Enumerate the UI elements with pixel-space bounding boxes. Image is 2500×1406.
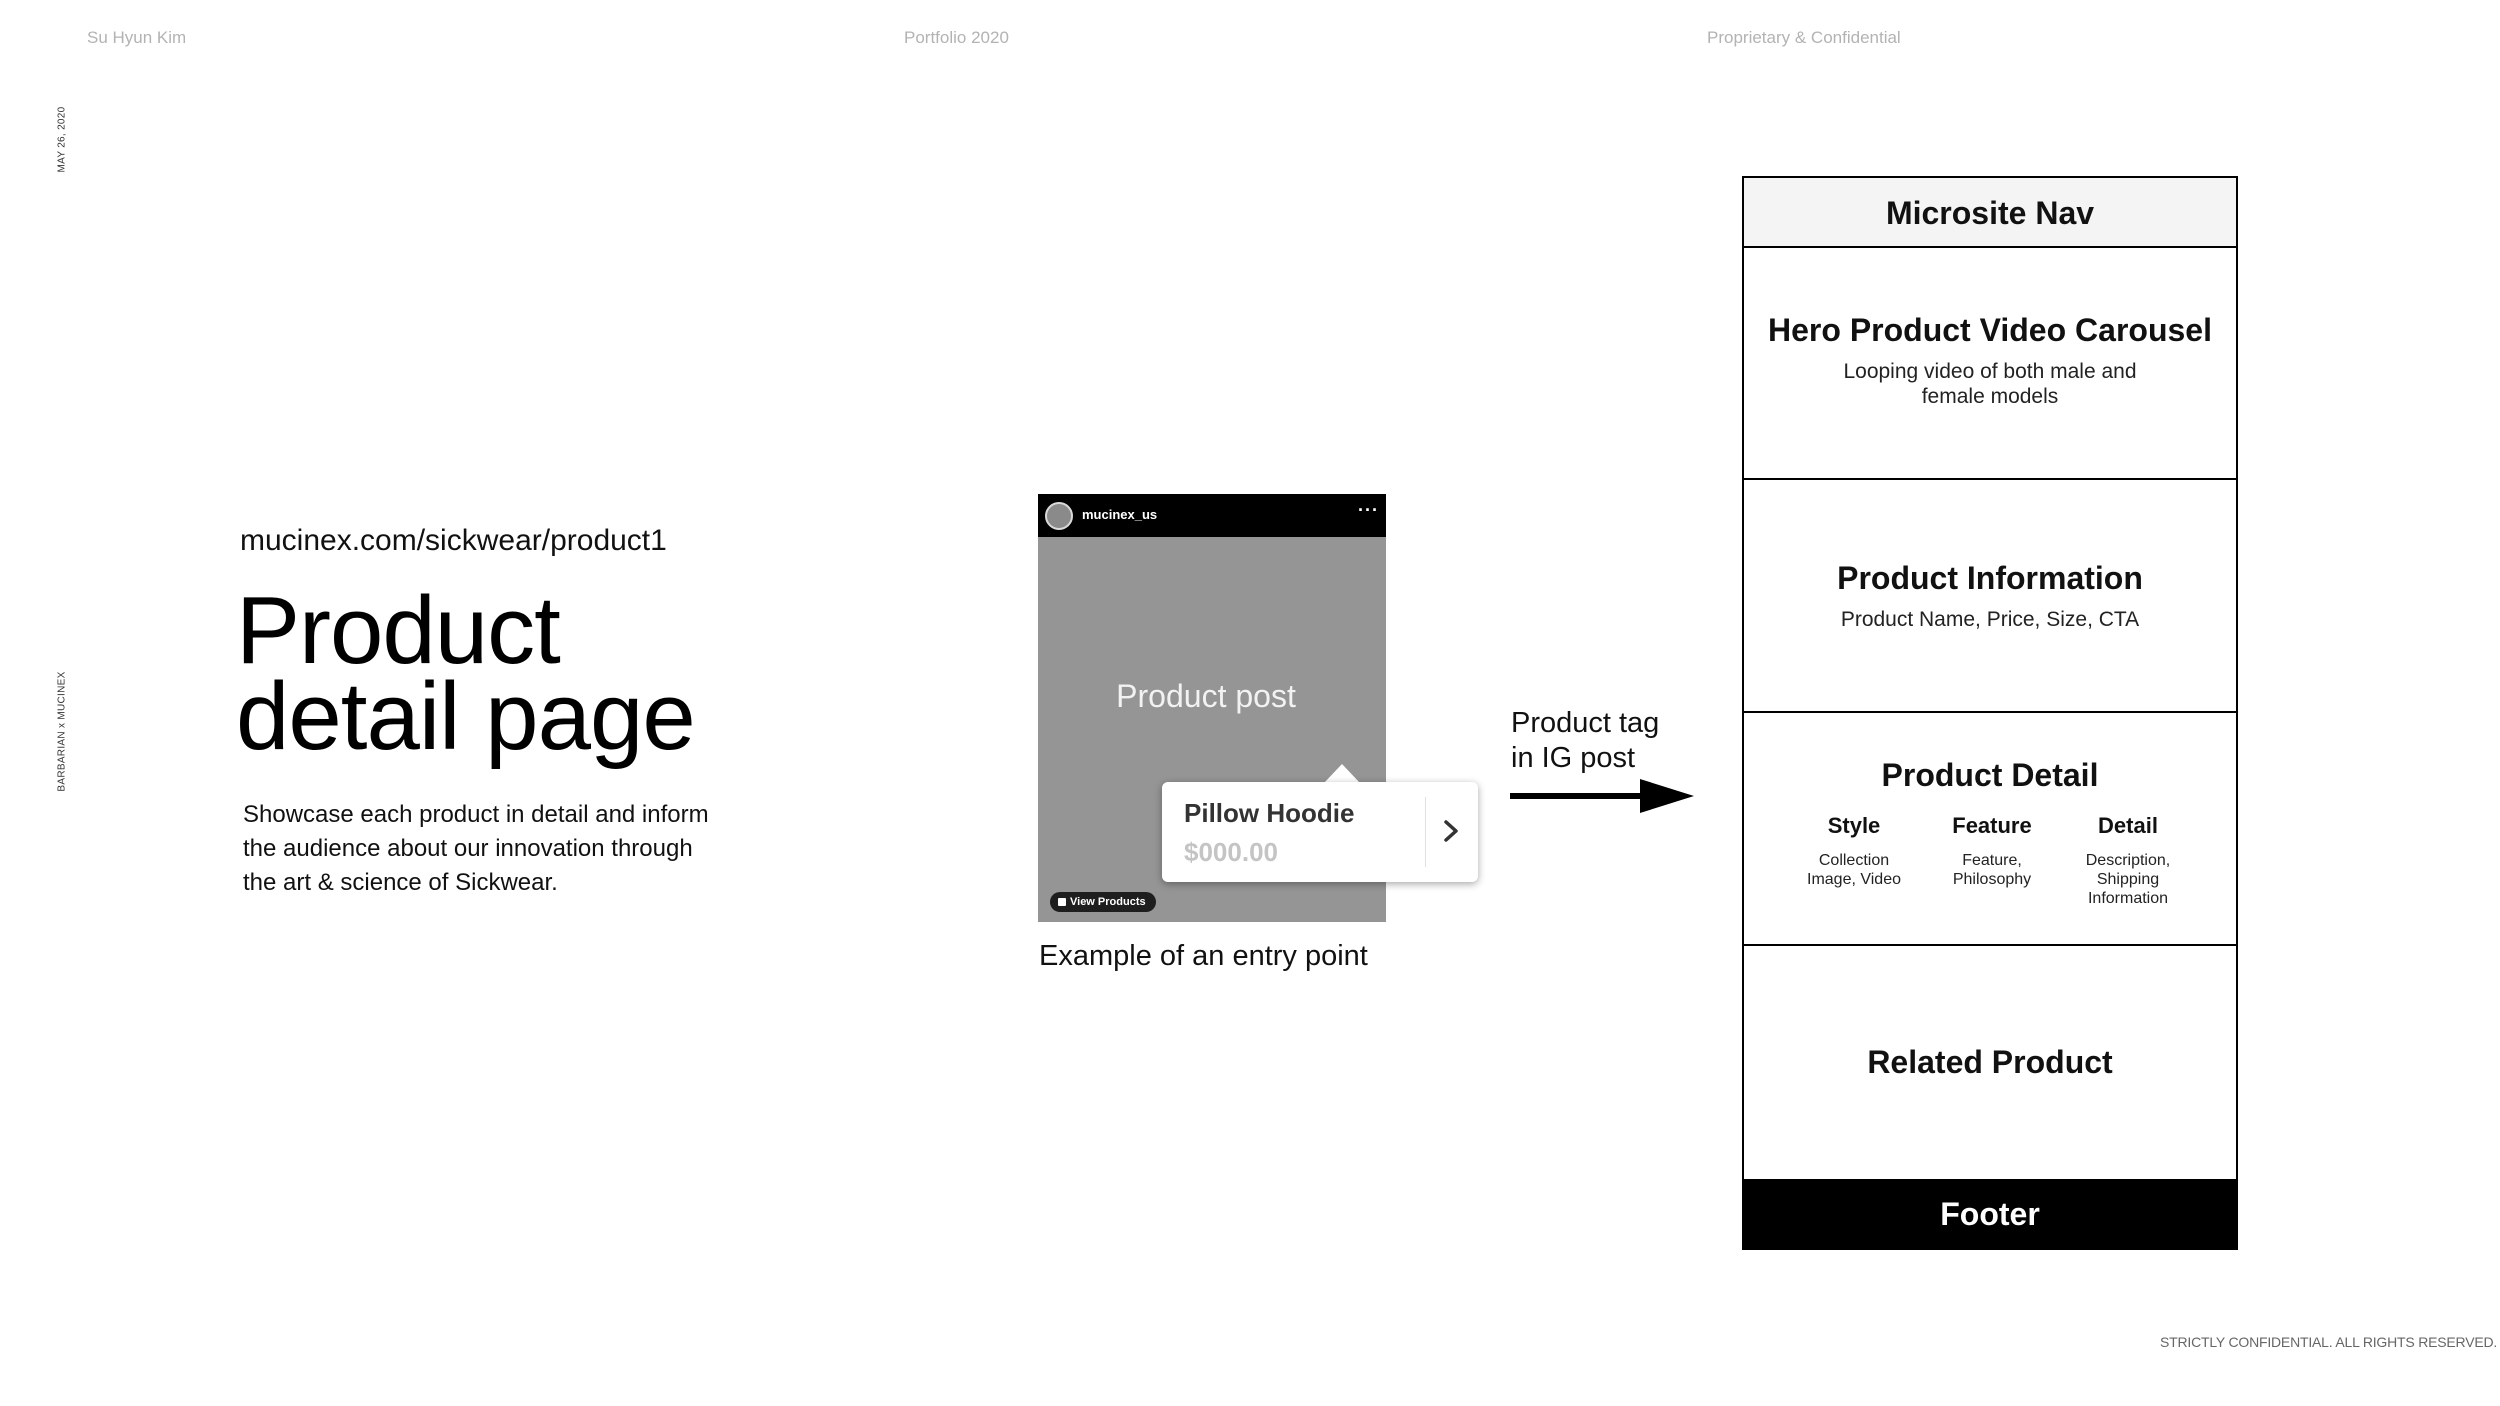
detail-line: Feature, — [1962, 852, 2022, 869]
arrow-label-line: in IG post — [1511, 742, 1636, 774]
subtitle-line: female models — [1921, 385, 2059, 408]
header-author: Su Hyun Kim — [87, 28, 187, 47]
side-date-label: MAY 26, 2020 — [56, 106, 68, 173]
detail-column-heading: Feature — [1952, 813, 2032, 838]
section-microsite-nav — [1744, 178, 2236, 248]
detail-line: Information — [2087, 890, 2169, 907]
post-placeholder-label: Product post — [1116, 678, 1296, 714]
view-products-button[interactable] — [1050, 892, 1156, 912]
page-title-line: Product — [236, 577, 560, 684]
section-product-detail — [1744, 713, 2236, 946]
section-title: Microsite Nav — [1885, 195, 2095, 231]
section-product-information — [1744, 480, 2236, 713]
section-title: Hero Product Video Carousel — [1768, 312, 2212, 348]
detail-column-detail — [2058, 813, 2198, 908]
header-portfolio: Portfolio 2020 — [904, 28, 1009, 47]
product-tag-name: Pillow Hoodie — [1184, 798, 1355, 828]
right-arrow-icon — [1510, 776, 1694, 816]
page-url: mucinex.com/sickwear/product1 — [240, 524, 667, 557]
product-tag-price: $000.00 — [1184, 837, 1278, 867]
section-title: Footer — [1940, 1196, 2040, 1232]
entry-point-caption: Example of an entry point — [1039, 940, 1368, 972]
detail-line: Image, Video — [1807, 871, 1901, 888]
detail-column-style — [1784, 813, 1924, 889]
subtitle-line: Product Name, Price, Size, CTA — [1840, 608, 2140, 631]
description-line: the art & science of Sickwear. — [243, 869, 558, 896]
detail-line: Collection — [1818, 852, 1890, 869]
section-related-product — [1744, 946, 2236, 1179]
arrow-label — [1511, 706, 1659, 776]
detail-line: Description, — [2085, 852, 2171, 869]
description-line: the audience about our innovation through — [243, 835, 693, 862]
header-confidential: Proprietary & Confidential — [1707, 28, 1901, 47]
detail-column-feature — [1922, 813, 2062, 889]
avatar[interactable] — [1045, 502, 1073, 530]
divider — [1425, 797, 1426, 867]
section-title: Product Information — [1837, 560, 2143, 596]
sitemap-wireframe — [1742, 176, 2238, 1250]
section-hero-carousel — [1744, 248, 2236, 480]
detail-columns — [1744, 813, 2236, 933]
detail-column-text — [2058, 851, 2198, 908]
section-subtitle — [1744, 359, 2236, 409]
section-title: Product Detail — [1881, 757, 2099, 793]
arrow-label-line: Product tag — [1511, 707, 1660, 739]
more-dots-icon[interactable]: ··· — [1358, 500, 1379, 520]
tag-pointer — [1324, 764, 1360, 783]
page-title-line: detail page — [236, 663, 695, 770]
chevron-right-icon[interactable] — [1440, 816, 1462, 846]
post-header-bar — [1038, 494, 1386, 537]
subtitle-line: Looping video of both male and — [1843, 360, 2137, 383]
side-brand-label: BARBARIAN x MUCINEX — [56, 671, 68, 792]
legal-notice: STRICTLY CONFIDENTIAL. ALL RIGHTS RESERVED. — [2160, 1334, 2498, 1350]
page-title — [236, 577, 695, 770]
view-products-label: View Products — [1070, 896, 1146, 908]
detail-column-heading: Style — [1827, 813, 1881, 838]
detail-column-text — [1922, 851, 2062, 889]
section-title: Related Product — [1867, 1044, 2113, 1080]
section-subtitle — [1744, 607, 2236, 632]
detail-line: Shipping — [2096, 871, 2160, 888]
detail-column-text — [1784, 851, 1924, 889]
detail-line: Philosophy — [1952, 871, 2032, 888]
account-handle[interactable]: mucinex_us — [1082, 507, 1158, 522]
description-line: Showcase each product in detail and inform — [243, 801, 709, 828]
product-tag-card[interactable] — [1162, 782, 1478, 882]
section-footer — [1744, 1179, 2236, 1250]
detail-column-heading: Detail — [2098, 813, 2158, 838]
shopping-bag-icon — [1058, 898, 1066, 906]
page-description — [243, 798, 763, 900]
